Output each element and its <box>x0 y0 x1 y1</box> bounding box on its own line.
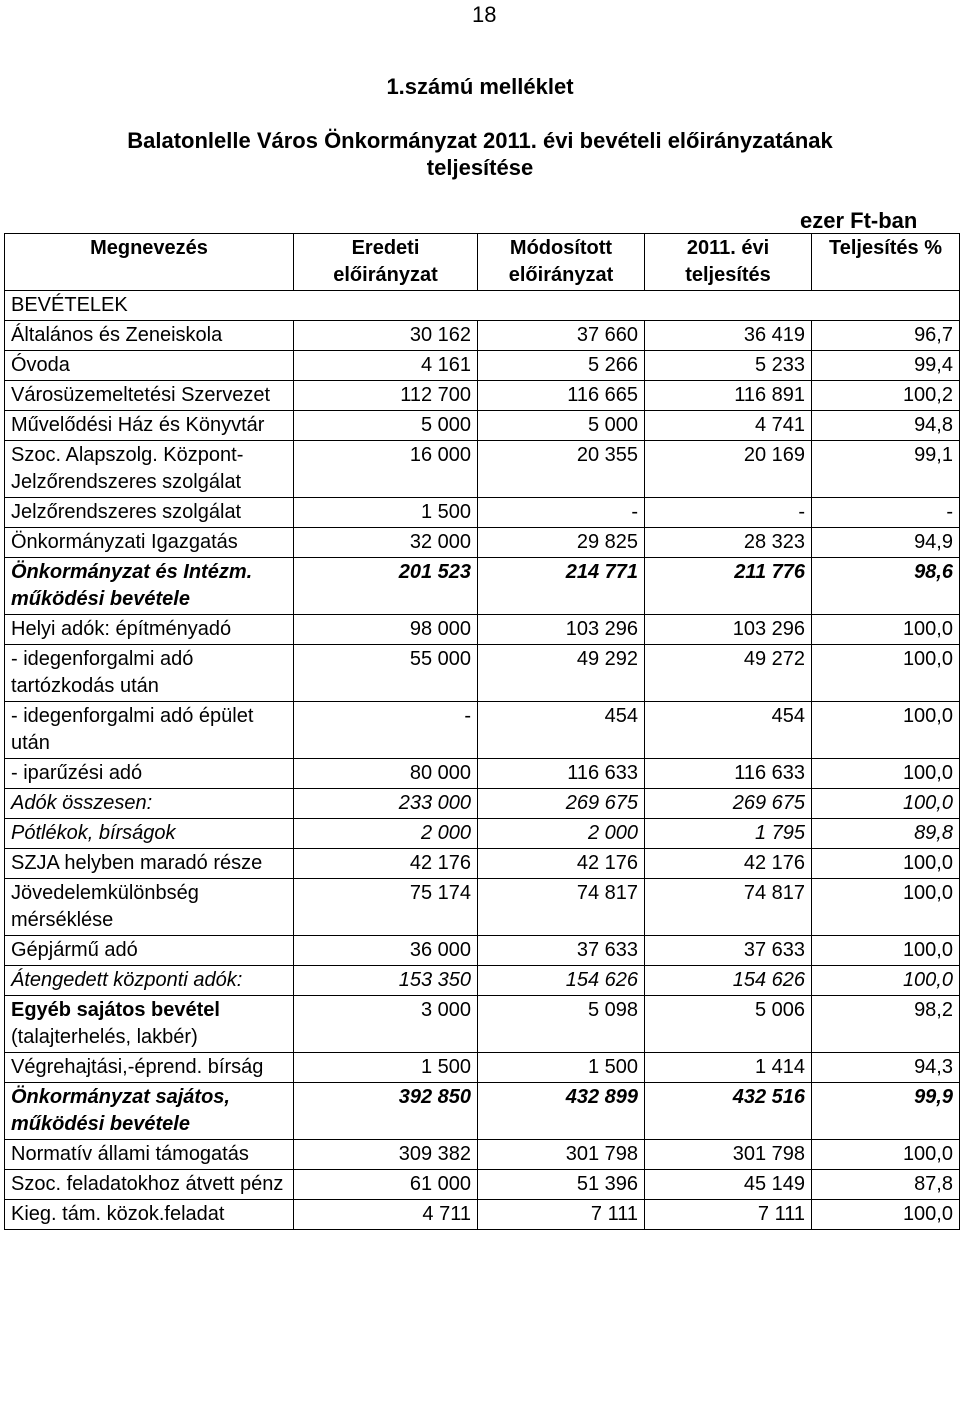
row-name-text: Városüzemeltetési Szervezet <box>11 384 271 406</box>
table-row <box>5 351 960 381</box>
row-name <box>5 1200 294 1230</box>
cell-mod: 116 665 <box>478 381 645 411</box>
table-row <box>5 528 960 558</box>
cell-orig: 36 000 <box>294 936 478 966</box>
cell-act: 74 817 <box>645 879 812 936</box>
table-row <box>5 966 960 996</box>
table-row <box>5 1200 960 1230</box>
cell-pct: 99,9 <box>812 1083 960 1140</box>
row-name-text: Művelődési Ház és Könyvtár <box>11 414 265 436</box>
table-row <box>5 411 960 441</box>
cell-act: 5 006 <box>645 996 812 1053</box>
row-name-text: Jelzőrendszeres szolgálat <box>11 501 242 523</box>
cell-orig: 201 523 <box>294 558 478 615</box>
row-name-text: Adók összesen: <box>11 792 153 814</box>
cell-orig: 61 000 <box>294 1170 478 1200</box>
row-name <box>5 321 294 351</box>
row-name-text: Önkormányzat és Intézm. működési bevétele <box>11 561 253 610</box>
row-name-text: Normatív állami támogatás <box>11 1143 249 1165</box>
row-name <box>5 351 294 381</box>
cell-mod: 7 111 <box>478 1200 645 1230</box>
cell-act: 154 626 <box>645 966 812 996</box>
cell-orig: 392 850 <box>294 1083 478 1140</box>
cell-mod: 5 266 <box>478 351 645 381</box>
cell-pct: 100,0 <box>812 1200 960 1230</box>
row-name <box>5 702 294 759</box>
cell-orig: 80 000 <box>294 759 478 789</box>
cell-act: 116 891 <box>645 381 812 411</box>
header-percent: Teljesítés % <box>812 234 960 291</box>
cell-orig: 1 500 <box>294 1053 478 1083</box>
cell-orig: 16 000 <box>294 441 478 498</box>
row-name <box>5 615 294 645</box>
row-name <box>5 936 294 966</box>
row-name-text: - idegenforgalmi adó tartózkodás után <box>11 648 194 697</box>
table-row <box>5 702 960 759</box>
table-row <box>5 1083 960 1140</box>
cell-pct: 87,8 <box>812 1170 960 1200</box>
table-row <box>5 498 960 528</box>
cell-act: 1 414 <box>645 1053 812 1083</box>
row-name-text: - iparűzési adó <box>11 762 143 784</box>
cell-mod: 301 798 <box>478 1140 645 1170</box>
cell-pct: 100,0 <box>812 615 960 645</box>
table-row <box>5 1053 960 1083</box>
cell-orig: 309 382 <box>294 1140 478 1170</box>
cell-orig: 2 000 <box>294 819 478 849</box>
row-name <box>5 966 294 996</box>
cell-act: 269 675 <box>645 789 812 819</box>
table-row <box>5 381 960 411</box>
cell-mod: 454 <box>478 702 645 759</box>
table-row <box>5 759 960 789</box>
cell-pct: 98,2 <box>812 996 960 1053</box>
row-name-text: Önkormányzat sajátos, működési bevétele <box>11 1086 230 1135</box>
cell-orig: 32 000 <box>294 528 478 558</box>
row-name-text: SZJA helyben maradó része <box>11 852 263 874</box>
header-original: Eredeti előirányzat <box>294 234 478 291</box>
cell-mod: 2 000 <box>478 819 645 849</box>
revenue-table <box>4 233 960 1230</box>
cell-act: 49 272 <box>645 645 812 702</box>
cell-mod: 37 633 <box>478 936 645 966</box>
cell-mod: 1 500 <box>478 1053 645 1083</box>
row-name-text: Kieg. tám. közok.feladat <box>11 1203 225 1225</box>
row-name <box>5 381 294 411</box>
cell-mod: 214 771 <box>478 558 645 615</box>
cell-pct: 89,8 <box>812 819 960 849</box>
row-name-text: Általános és Zeneiskola <box>11 324 223 346</box>
cell-act: - <box>645 498 812 528</box>
table-row <box>5 819 960 849</box>
cell-mod: 432 899 <box>478 1083 645 1140</box>
cell-act: 211 776 <box>645 558 812 615</box>
row-name-text: Átengedett központi adók: <box>11 969 243 991</box>
row-name <box>5 498 294 528</box>
cell-mod: - <box>478 498 645 528</box>
table-row <box>5 645 960 702</box>
row-name <box>5 528 294 558</box>
cell-act: 4 741 <box>645 411 812 441</box>
cell-pct: 100,0 <box>812 645 960 702</box>
cell-pct: - <box>812 498 960 528</box>
row-name-text: Pótlékok, bírságok <box>11 822 176 844</box>
cell-orig: 42 176 <box>294 849 478 879</box>
cell-pct: 94,8 <box>812 411 960 441</box>
row-name-text: Gépjármű adó <box>11 939 138 961</box>
row-name <box>5 996 294 1053</box>
cell-mod: 42 176 <box>478 849 645 879</box>
annex-label: 1.számú melléklet <box>386 74 574 99</box>
cell-pct: 98,6 <box>812 558 960 615</box>
table-row <box>5 789 960 819</box>
document-title-line-2: teljesítése <box>426 155 534 180</box>
cell-mod: 269 675 <box>478 789 645 819</box>
row-name <box>5 411 294 441</box>
row-name <box>5 1170 294 1200</box>
row-name <box>5 759 294 789</box>
table-row <box>5 1140 960 1170</box>
table-row <box>5 936 960 966</box>
table-row <box>5 996 960 1053</box>
cell-mod: 103 296 <box>478 615 645 645</box>
row-name-text: Végrehajtási,-éprend. bírság <box>11 1056 264 1078</box>
cell-orig: 233 000 <box>294 789 478 819</box>
cell-mod: 20 355 <box>478 441 645 498</box>
row-name <box>5 441 294 498</box>
cell-orig: 112 700 <box>294 381 478 411</box>
cell-pct: 100,0 <box>812 1140 960 1170</box>
table-header-row <box>5 234 960 291</box>
row-name-text: Szoc. feladatokhoz átvett pénz <box>11 1173 284 1195</box>
row-name-text: - idegenforgalmi adó épület után <box>11 705 254 754</box>
row-name <box>5 1053 294 1083</box>
cell-act: 28 323 <box>645 528 812 558</box>
cell-pct: 100,0 <box>812 879 960 936</box>
cell-orig: 4 161 <box>294 351 478 381</box>
cell-orig: 55 000 <box>294 645 478 702</box>
cell-pct: 96,7 <box>812 321 960 351</box>
cell-orig: 30 162 <box>294 321 478 351</box>
row-name-text: Óvoda <box>11 354 70 376</box>
row-name-text: Szoc. Alapszolg. Központ-Jelzőrendszeres szolgálat <box>11 444 244 493</box>
cell-pct: 100,0 <box>812 849 960 879</box>
cell-act: 42 176 <box>645 849 812 879</box>
row-name-subtext: (talajterhelés, lakbér) <box>11 1026 198 1048</box>
section-row <box>5 291 960 321</box>
row-name-text: Egyéb sajátos bevétel <box>11 999 220 1021</box>
cell-orig: 1 500 <box>294 498 478 528</box>
row-name <box>5 819 294 849</box>
cell-orig: 153 350 <box>294 966 478 996</box>
row-name <box>5 1083 294 1140</box>
table-row <box>5 1170 960 1200</box>
row-name <box>5 879 294 936</box>
cell-act: 5 233 <box>645 351 812 381</box>
cell-pct: 100,0 <box>812 936 960 966</box>
cell-mod: 5 000 <box>478 411 645 441</box>
cell-pct: 100,0 <box>812 759 960 789</box>
header-name: Megnevezés <box>5 234 294 291</box>
table-row <box>5 849 960 879</box>
cell-mod: 29 825 <box>478 528 645 558</box>
cell-orig: - <box>294 702 478 759</box>
row-name <box>5 645 294 702</box>
page-number: 18 <box>472 2 497 27</box>
cell-mod: 37 660 <box>478 321 645 351</box>
header-actual: 2011. évi teljesítés <box>645 234 812 291</box>
cell-pct: 94,3 <box>812 1053 960 1083</box>
cell-mod: 116 633 <box>478 759 645 789</box>
cell-mod: 49 292 <box>478 645 645 702</box>
document-title-line-1: Balatonlelle Város Önkormányzat 2011. évi bevételi előirányzatának <box>127 128 833 153</box>
cell-act: 36 419 <box>645 321 812 351</box>
cell-act: 45 149 <box>645 1170 812 1200</box>
table-row <box>5 615 960 645</box>
section-label: BEVÉTELEK <box>5 291 960 321</box>
cell-act: 454 <box>645 702 812 759</box>
cell-act: 103 296 <box>645 615 812 645</box>
table-row <box>5 321 960 351</box>
cell-orig: 5 000 <box>294 411 478 441</box>
row-name <box>5 1140 294 1170</box>
row-name-text: Önkormányzati Igazgatás <box>11 531 238 553</box>
cell-orig: 75 174 <box>294 879 478 936</box>
row-name <box>5 789 294 819</box>
cell-act: 37 633 <box>645 936 812 966</box>
cell-orig: 4 711 <box>294 1200 478 1230</box>
cell-act: 116 633 <box>645 759 812 789</box>
unit-label: ezer Ft-ban <box>800 208 918 233</box>
row-name <box>5 558 294 615</box>
cell-pct: 100,0 <box>812 966 960 996</box>
cell-act: 20 169 <box>645 441 812 498</box>
cell-pct: 100,0 <box>812 702 960 759</box>
cell-act: 432 516 <box>645 1083 812 1140</box>
cell-act: 1 795 <box>645 819 812 849</box>
cell-pct: 99,1 <box>812 441 960 498</box>
cell-mod: 51 396 <box>478 1170 645 1200</box>
cell-mod: 74 817 <box>478 879 645 936</box>
cell-pct: 94,9 <box>812 528 960 558</box>
cell-act: 7 111 <box>645 1200 812 1230</box>
cell-pct: 100,0 <box>812 789 960 819</box>
row-name-text: Helyi adók: építményadó <box>11 618 232 640</box>
table-row <box>5 441 960 498</box>
cell-pct: 100,2 <box>812 381 960 411</box>
cell-mod: 154 626 <box>478 966 645 996</box>
cell-mod: 5 098 <box>478 996 645 1053</box>
header-modified: Módosított előirányzat <box>478 234 645 291</box>
cell-act: 301 798 <box>645 1140 812 1170</box>
row-name <box>5 849 294 879</box>
cell-orig: 98 000 <box>294 615 478 645</box>
row-name-text: Jövedelemkülönbség mérséklése <box>11 882 199 931</box>
table-row <box>5 879 960 936</box>
cell-orig: 3 000 <box>294 996 478 1053</box>
cell-pct: 99,4 <box>812 351 960 381</box>
table-row <box>5 558 960 615</box>
